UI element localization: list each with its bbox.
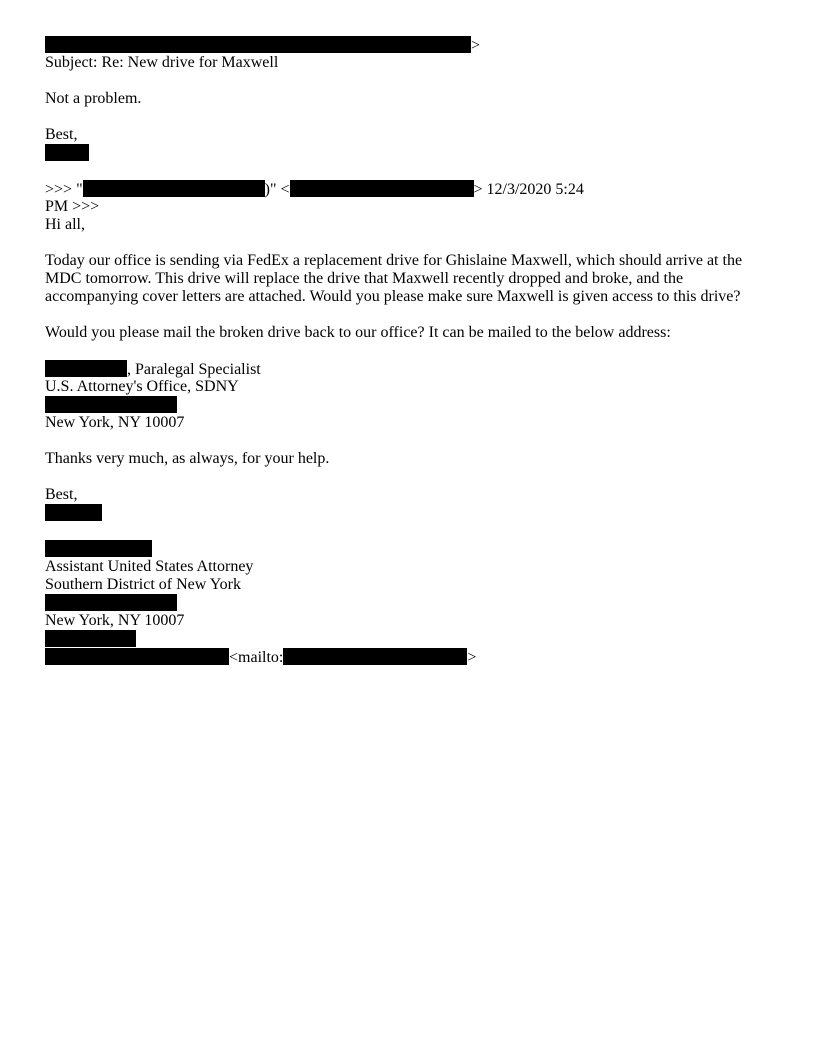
signature-district: Southern District of New York	[45, 576, 241, 593]
address-name-line	[45, 360, 775, 378]
redaction-block	[45, 648, 229, 665]
quoted-para1-line: MDC tomorrow. This drive will replace the drive that Maxwell recently dropped and broke, and the	[45, 270, 684, 287]
quoted-header-line	[45, 180, 775, 198]
quoted-signer-short	[45, 504, 775, 522]
quoted-datetime-cont: PM >>>	[45, 198, 100, 215]
quoted-thanks: Thanks very much, as always, for your help.	[45, 450, 330, 467]
mailto-prefix: <mailto:	[229, 649, 284, 666]
address-office: U.S. Attorney's Office, SDNY	[45, 378, 239, 395]
signature-street	[45, 594, 775, 612]
signature-title: Assistant United States Attorney	[45, 558, 254, 575]
redaction-block	[45, 594, 177, 611]
redaction-block	[45, 360, 127, 377]
quoted-para1-line: Today our office is sending via FedEx a replacement drive for Ghislaine Maxwell, which should arrive at the	[45, 252, 743, 269]
from-close: >	[471, 37, 481, 54]
address-title: , Paralegal Specialist	[127, 361, 261, 378]
address-street	[45, 396, 775, 414]
quoted-greeting: Hi all,	[45, 216, 85, 233]
redaction-block	[45, 504, 102, 521]
redaction-block	[290, 180, 474, 197]
quoted-signoff: Best,	[45, 486, 78, 503]
redaction-block	[45, 144, 89, 161]
reply-signoff: Best,	[45, 126, 78, 143]
address-city: New York, NY 10007	[45, 414, 185, 431]
quoted-para2: Would you please mail the broken drive back to our office? It can be mailed to the below address:	[45, 324, 671, 341]
quoted-prefix: >>> "	[45, 181, 83, 198]
redaction-block	[45, 396, 177, 413]
redaction-block	[45, 630, 136, 647]
quoted-para1-line: accompanying cover letters are attached. Would you please make sure Maxwell is given access to this drive?	[45, 288, 741, 305]
signature-phone	[45, 630, 775, 648]
quoted-name-close: )" <	[264, 181, 290, 198]
redaction-block	[283, 648, 467, 665]
mailto-close: >	[467, 649, 477, 666]
signature-email-line	[45, 648, 775, 666]
email-document	[45, 36, 775, 666]
redaction-block	[83, 180, 265, 197]
from-line	[45, 36, 775, 54]
subject-line: Subject: Re: New drive for Maxwell	[45, 54, 279, 71]
reply-body: Not a problem.	[45, 90, 142, 107]
signature-name	[45, 540, 775, 558]
redaction-block	[45, 36, 471, 53]
signature-city: New York, NY 10007	[45, 612, 185, 629]
redaction-block	[45, 540, 152, 557]
quoted-datetime: > 12/3/2020 5:24	[473, 181, 584, 198]
reply-signature	[45, 144, 775, 162]
